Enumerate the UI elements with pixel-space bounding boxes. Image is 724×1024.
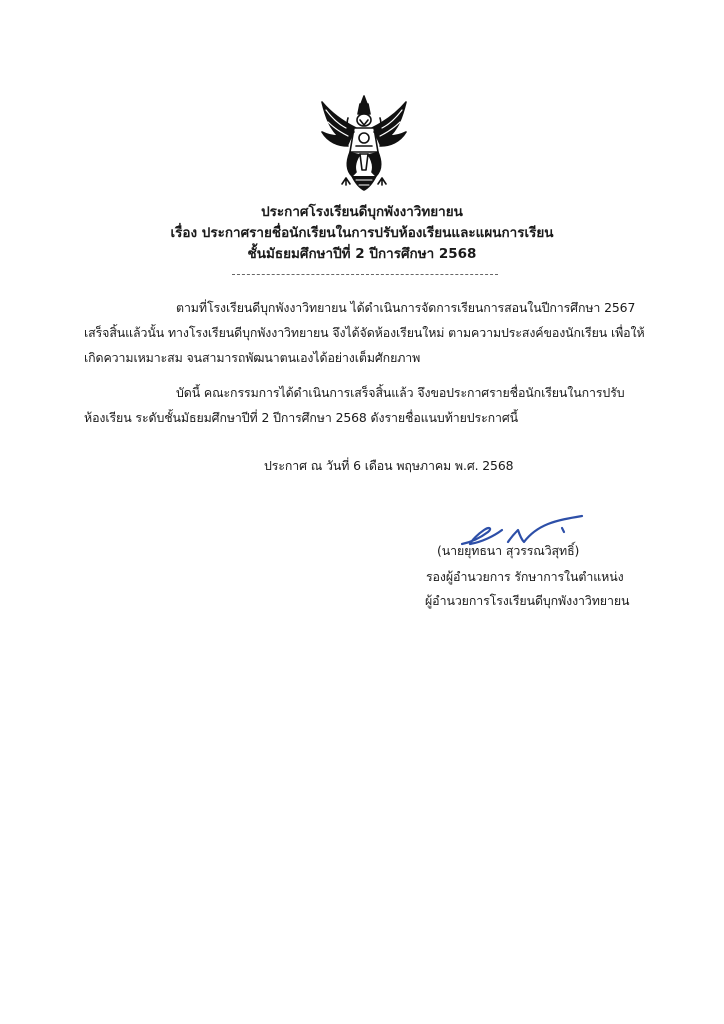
garuda-emblem-icon [316, 92, 412, 194]
paragraph-1-line-2: เสร็จสิ้นแล้วนั้น ทางโรงเรียนดีบุกพังงาวิทยายน จึงได้จัดห้องเรียนใหม่ ตามความประสงค์ของนักเรียน เพื่อให้ [84, 325, 645, 340]
paragraph-1-line-1: ตามที่โรงเรียนดีบุกพังงาวิทยายน ได้ดำเนินการจัดการเรียนการสอนในปีการศึกษา 2567 [176, 300, 636, 315]
signatory-position-1: รองผู้อำนวยการ รักษาการในตำแหน่ง [426, 569, 624, 584]
paragraph-2-line-2: ห้องเรียน ระดับชั้นมัธยมศึกษาปีที่ 2 ปีการศึกษา 2568 ดังรายชื่อแนบท้ายประกาศนี้ [84, 410, 519, 425]
announcement-title: ประกาศโรงเรียนดีบุกพังงาวิทยายน [261, 204, 463, 220]
paragraph-2-line-1: บัดนี้ คณะกรรมการได้ดำเนินการเสร็จสิ้นแล้ว จึงขอประกาศรายชื่อนักเรียนในการปรับ [176, 385, 625, 400]
announcement-level-year: ชั้นมัธยมศึกษาปีที่ 2 ปีการศึกษา 2568 [247, 246, 477, 262]
paragraph-1-line-3: เกิดความเหมาะสม จนสามารถพัฒนาตนเองได้อย่างเต็มศักยภาพ [84, 350, 421, 365]
announcement-date: ประกาศ ณ วันที่ 6 เดือน พฤษภาคม พ.ศ. 2568 [264, 458, 514, 473]
signatory-name: (นายยุทธนา สุวรรณวิสุทธิ์) [437, 543, 580, 558]
signatory-position-2: ผู้อำนวยการโรงเรียนดีบุกพังงาวิทยายน [425, 593, 630, 608]
header-divider [232, 274, 498, 275]
announcement-subject: เรื่อง ประกาศรายชื่อนักเรียนในการปรับห้องเรียนและแผนการเรียน [170, 225, 554, 241]
